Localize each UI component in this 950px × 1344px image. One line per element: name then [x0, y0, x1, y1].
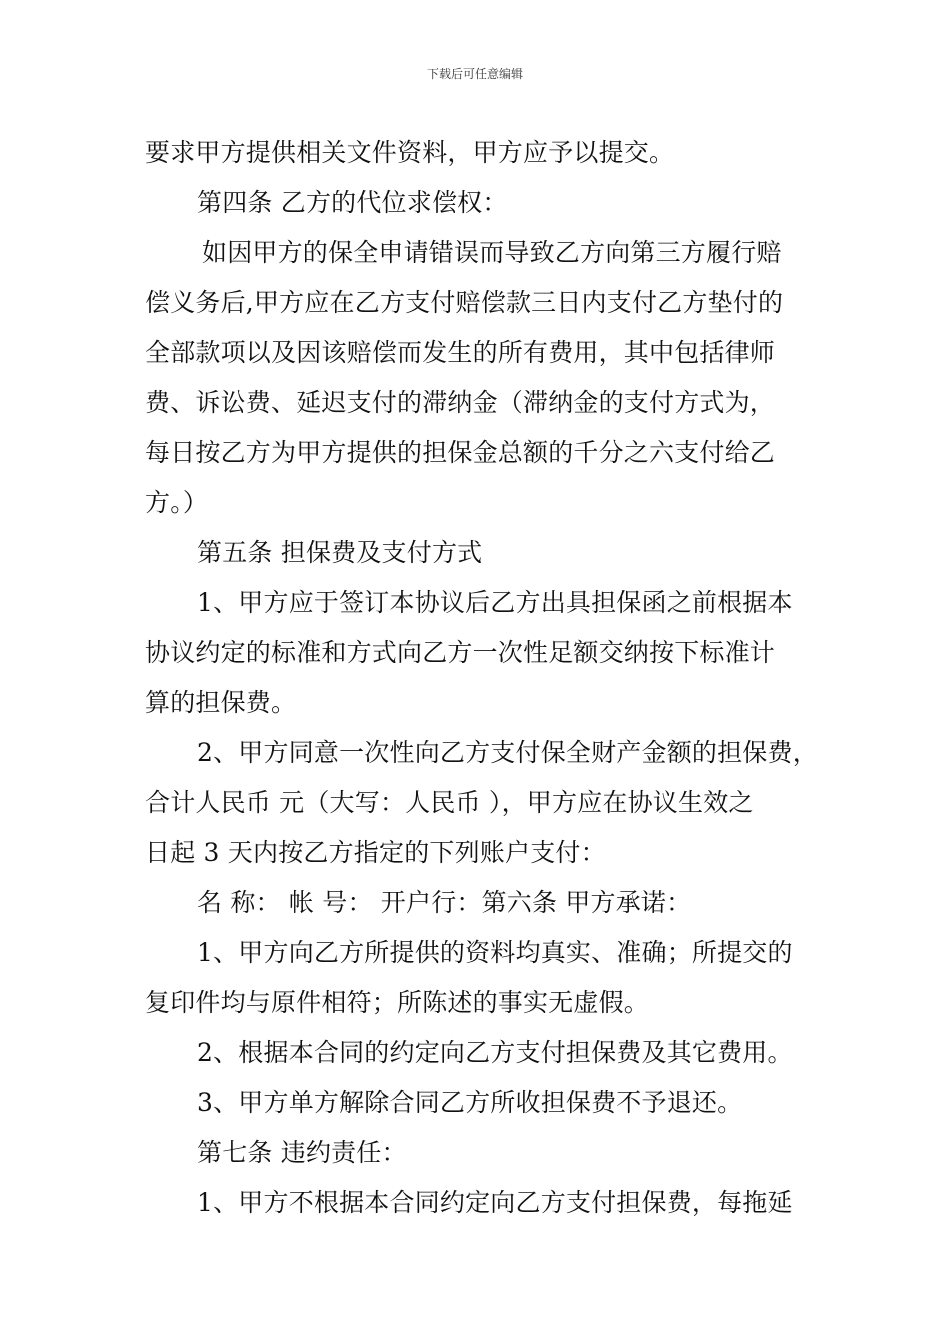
paragraph-line: 1、甲方不根据本合同约定向乙方支付担保费，每拖延 — [197, 1188, 793, 1217]
paragraph-line: 费、诉讼费、延迟支付的滞纳金（滞纳金的支付方式为， — [145, 388, 776, 417]
section-heading-5: 第五条 担保费及支付方式 — [197, 538, 483, 567]
paragraph-line: 2、甲方同意一次性向乙方支付保全财产金额的担保费， — [197, 738, 818, 767]
paragraph-line: 合计人民币 元（大写：人民币 ），甲方应在协议生效之 — [145, 788, 754, 817]
paragraph-line: 复印件均与原件相符；所陈述的事实无虚假。 — [145, 988, 650, 1017]
paragraph-line: 日起 3 天内按乙方指定的下列账户支付： — [145, 838, 606, 867]
paragraph-line: 每日按乙方为甲方提供的担保金总额的千分之六支付给乙 — [145, 438, 776, 467]
section-heading-4: 第四条 乙方的代位求偿权： — [197, 188, 508, 217]
paragraph-line: 全部款项以及因该赔偿而发生的所有费用，其中包括律师 — [145, 338, 776, 367]
document-body — [145, 128, 818, 1228]
paragraph-line: 1、甲方应于签订本协议后乙方出具担保函之前根据本 — [197, 588, 793, 617]
paragraph-line: 协议约定的标准和方式向乙方一次性足额交纳按下标准计 — [145, 638, 776, 667]
paragraph-line: 3、甲方单方解除合同乙方所收担保费不予退还。 — [197, 1088, 743, 1117]
paragraph-line: 1、甲方向乙方所提供的资料均真实、准确；所提交的 — [197, 938, 793, 967]
paragraph-line: 算的担保费。 — [145, 688, 297, 717]
paragraph-line: 2、根据本合同的约定向乙方支付担保费及其它费用。 — [197, 1038, 793, 1067]
paragraph-line: 偿义务后,甲方应在乙方支付赔偿款三日内支付乙方垫付的 — [145, 288, 784, 317]
paragraph-line: 方。） — [145, 488, 209, 517]
section-heading-7: 第七条 违约责任： — [197, 1138, 407, 1167]
paragraph-line: 如因甲方的保全申请错误而导致乙方向第三方履行赔 — [202, 238, 782, 267]
account-info-line: 名 称： 帐 号： 开户行：第六条 甲方承诺： — [197, 888, 692, 917]
paragraph-line: 要求甲方提供相关文件资料，甲方应予以提交。 — [145, 138, 675, 167]
page-header: 下载后可任意编辑 — [426, 67, 523, 81]
